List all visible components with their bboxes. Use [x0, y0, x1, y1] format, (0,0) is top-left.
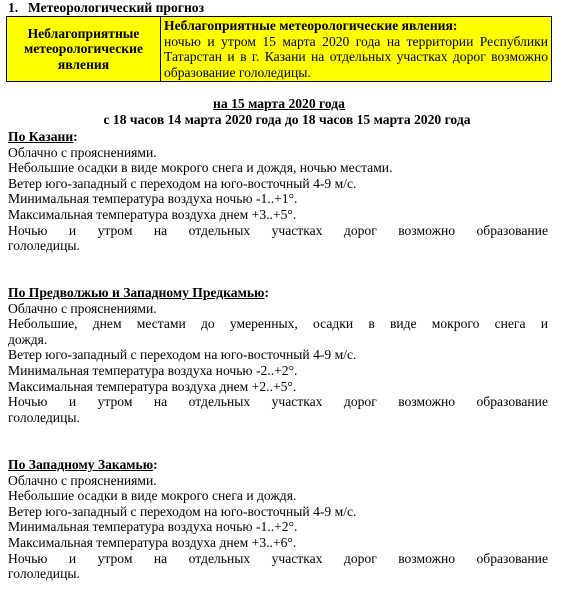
region-title-row: По Казани: [8, 129, 78, 144]
region-predvolzhye [8, 285, 548, 425]
ice-warning-line: Ночью и утром на отдельных участках дорог возможно образование [8, 550, 548, 566]
section-title: Метеорологический прогноз [28, 0, 205, 15]
warning-label-cell [7, 17, 161, 82]
forecast-line: Облачно с прояснениями. [8, 300, 157, 316]
warning-text: ночью и утром 15 марта 2020 года на территории Республики Татарстан и в г. Казани на отдельных участках дорог возможно образование гололедицы. [164, 33, 548, 80]
forecast-line: Минимальная температура воздуха ночью -1..+2°. [8, 519, 298, 535]
ice-warning-line: Ночью и утром на отдельных участках дорог возможно образование [8, 222, 548, 238]
ice-warning-line-end: гололедицы. [8, 238, 80, 254]
section-heading [8, 0, 204, 16]
region-title: По Казани [8, 129, 74, 144]
ice-warning-line-end: гололедицы. [8, 566, 80, 582]
precip-line-end: дождя. [8, 331, 48, 347]
forecast-line: Небольшие осадки в виде мокрого снега и дождя. [8, 488, 297, 504]
ice-warning-line: Ночью и утром на отдельных участках дорог возможно образование [8, 394, 548, 410]
warning-table [6, 16, 552, 82]
forecast-line: Ветер юго-западный с переходом на юго-восточный 4-9 м/с. [8, 175, 357, 191]
region-title-row: По Предволжью и Западному Предкамью: [8, 285, 269, 300]
forecast-line: Минимальная температура воздуха ночью -1..+1°. [8, 191, 298, 207]
forecast-line: Облачно с прояснениями. [8, 472, 157, 488]
region-kazan [8, 129, 548, 254]
forecast-line: Ветер юго-западный с переходом на юго-восточный 4-9 м/с. [8, 503, 357, 519]
forecast-time-range: с 18 часов 14 марта 2020 года до 18 часов 15 марта 2020 года [103, 111, 471, 127]
ice-warning-line-end: гололедицы. [8, 409, 80, 425]
region-title-row: По Западному Закамью: [8, 457, 158, 472]
forecast-line: Ветер юго-западный с переходом на юго-восточный 4-9 м/с. [8, 347, 357, 363]
warning-heading: Неблагоприятные метеорологические явления: [164, 18, 458, 33]
warning-content-cell [161, 17, 552, 82]
forecast-line: Небольшие осадки в виде мокрого снега и дождя, ночью местами. [8, 160, 393, 176]
region-zakamye [8, 457, 548, 582]
forecast-line: Облачно с прояснениями. [8, 144, 157, 160]
region-title: По Западному Закамью [8, 457, 154, 472]
region-title: По Предволжью и Западному Предкамью [8, 285, 265, 300]
forecast-period [0, 96, 574, 127]
section-number: 1. [8, 0, 19, 15]
precip-line: Небольшие, днем местами до умеренных, осадки в виде мокрого снега и [8, 316, 548, 332]
forecast-line: Максимальная температура воздуха днем +2..+5°. [8, 378, 297, 394]
forecast-line: Максимальная температура воздуха днем +3..+6°. [8, 534, 297, 550]
forecast-line: Минимальная температура воздуха ночью -2..+2°. [8, 362, 298, 378]
warning-label: Неблагоприятные метеорологические явления [23, 25, 143, 72]
forecast-date: на 15 марта 2020 года [213, 96, 345, 111]
forecast-line: Максимальная температура воздуха днем +3..+5°. [8, 206, 297, 222]
